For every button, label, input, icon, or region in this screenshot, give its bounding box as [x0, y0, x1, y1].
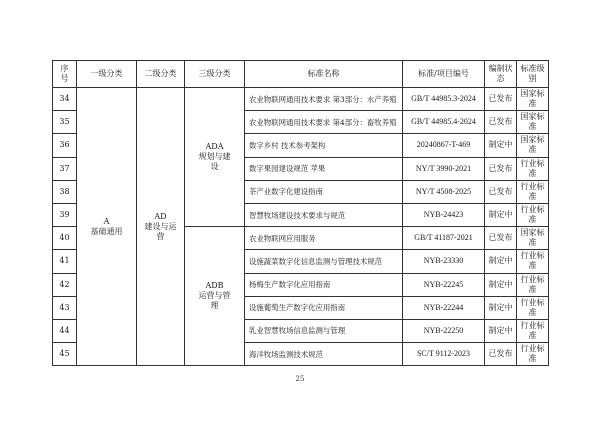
row-level: 国家标准 [517, 111, 549, 134]
row-name: 智慧牧场建设技术要求与规范 [245, 203, 403, 226]
page-number: 25 [295, 375, 305, 383]
row-level: 国家标准 [517, 134, 549, 157]
row-level: 行业标准 [517, 203, 549, 226]
row-status: 已发布 [485, 180, 517, 203]
row-name: 茶产业数字化建设指南 [245, 180, 403, 203]
row-name: 农业物联网通用技术要求 第3部分：水产养殖 [245, 88, 403, 111]
header-status: 编制状态 [485, 61, 517, 88]
row-code: NYB-22250 [403, 319, 485, 342]
row-status: 制定中 [485, 319, 517, 342]
row-code: NYB-22244 [403, 296, 485, 319]
row-code: NYB-22245 [403, 273, 485, 296]
row-status: 已发布 [485, 157, 517, 180]
row-level: 行业标准 [517, 157, 549, 180]
row-level: 行业标准 [517, 180, 549, 203]
row-status: 制定中 [485, 273, 517, 296]
row-name: 农业物联网应用服务 [245, 227, 403, 250]
row-code: NY/T 3990-2021 [403, 157, 485, 180]
row-seq: 37 [53, 157, 77, 180]
row-code: GB/T 44985.3-2024 [403, 88, 485, 111]
row-level: 行业标准 [517, 250, 549, 273]
row-status: 已发布 [485, 111, 517, 134]
row-status: 已发布 [485, 343, 517, 366]
row-seq: 36 [53, 134, 77, 157]
row-seq: 40 [53, 227, 77, 250]
row-seq: 44 [53, 319, 77, 342]
row-seq: 45 [53, 343, 77, 366]
row-status: 已发布 [485, 227, 517, 250]
row-status: 制定中 [485, 203, 517, 226]
row-code: NYB-23330 [403, 250, 485, 273]
row-seq: 43 [53, 296, 77, 319]
header-seq: 序号 [53, 61, 77, 88]
row-name: 杨梅生产数字化应用指南 [245, 273, 403, 296]
row-seq: 39 [53, 203, 77, 226]
group-level2: AD 建设与运 营 [137, 88, 185, 366]
header-level: 标准级别 [517, 61, 549, 88]
group-level1: A 基础通用 [77, 88, 137, 366]
row-status: 制定中 [485, 134, 517, 157]
row-name: 数字乡村 技术参考架构 [245, 134, 403, 157]
row-level: 行业标准 [517, 319, 549, 342]
row-level: 行业标准 [517, 343, 549, 366]
group-level3-ada: ADA 规划与建 设 [185, 88, 245, 227]
table-row [53, 88, 549, 111]
standards-table [52, 60, 549, 366]
header-row [53, 61, 549, 88]
row-seq: 35 [53, 111, 77, 134]
row-status: 已发布 [485, 88, 517, 111]
header-level2: 二级分类 [137, 61, 185, 88]
row-seq: 42 [53, 273, 77, 296]
header-standard-code: 标准/项目编号 [403, 61, 485, 88]
row-name: 数字果园建设规范 苹果 [245, 157, 403, 180]
row-code: NYB-24423 [403, 203, 485, 226]
row-code: GB/T 41187-2021 [403, 227, 485, 250]
header-level1: 一级分类 [77, 61, 137, 88]
row-seq: 38 [53, 180, 77, 203]
header-level3: 三级分类 [185, 61, 245, 88]
row-name: 农业物联网通用技术要求 第4部分：畜牧养殖 [245, 111, 403, 134]
group-level3-adb: ADB 运营与管 理 [185, 227, 245, 366]
header-standard-name: 标准名称 [245, 61, 403, 88]
row-name: 乳业智慧牧场信息监测与管理 [245, 319, 403, 342]
row-level: 行业标准 [517, 296, 549, 319]
row-code: SC/T 9112-2023 [403, 343, 485, 366]
row-name: 设施蔬菜数字化信息监测与管理技术规范 [245, 250, 403, 273]
row-code: 20240867-T-469 [403, 134, 485, 157]
row-seq: 34 [53, 88, 77, 111]
row-level: 国家标准 [517, 88, 549, 111]
row-name: 设施葡萄生产数字化应用指南 [245, 296, 403, 319]
row-seq: 41 [53, 250, 77, 273]
row-code: NY/T 4508-2025 [403, 180, 485, 203]
row-status: 制定中 [485, 296, 517, 319]
row-code: GB/T 44985.4-2024 [403, 111, 485, 134]
row-level: 行业标准 [517, 273, 549, 296]
row-status: 制定中 [485, 250, 517, 273]
row-name: 海洋牧场监测技术规范 [245, 343, 403, 366]
row-level: 国家标准 [517, 227, 549, 250]
